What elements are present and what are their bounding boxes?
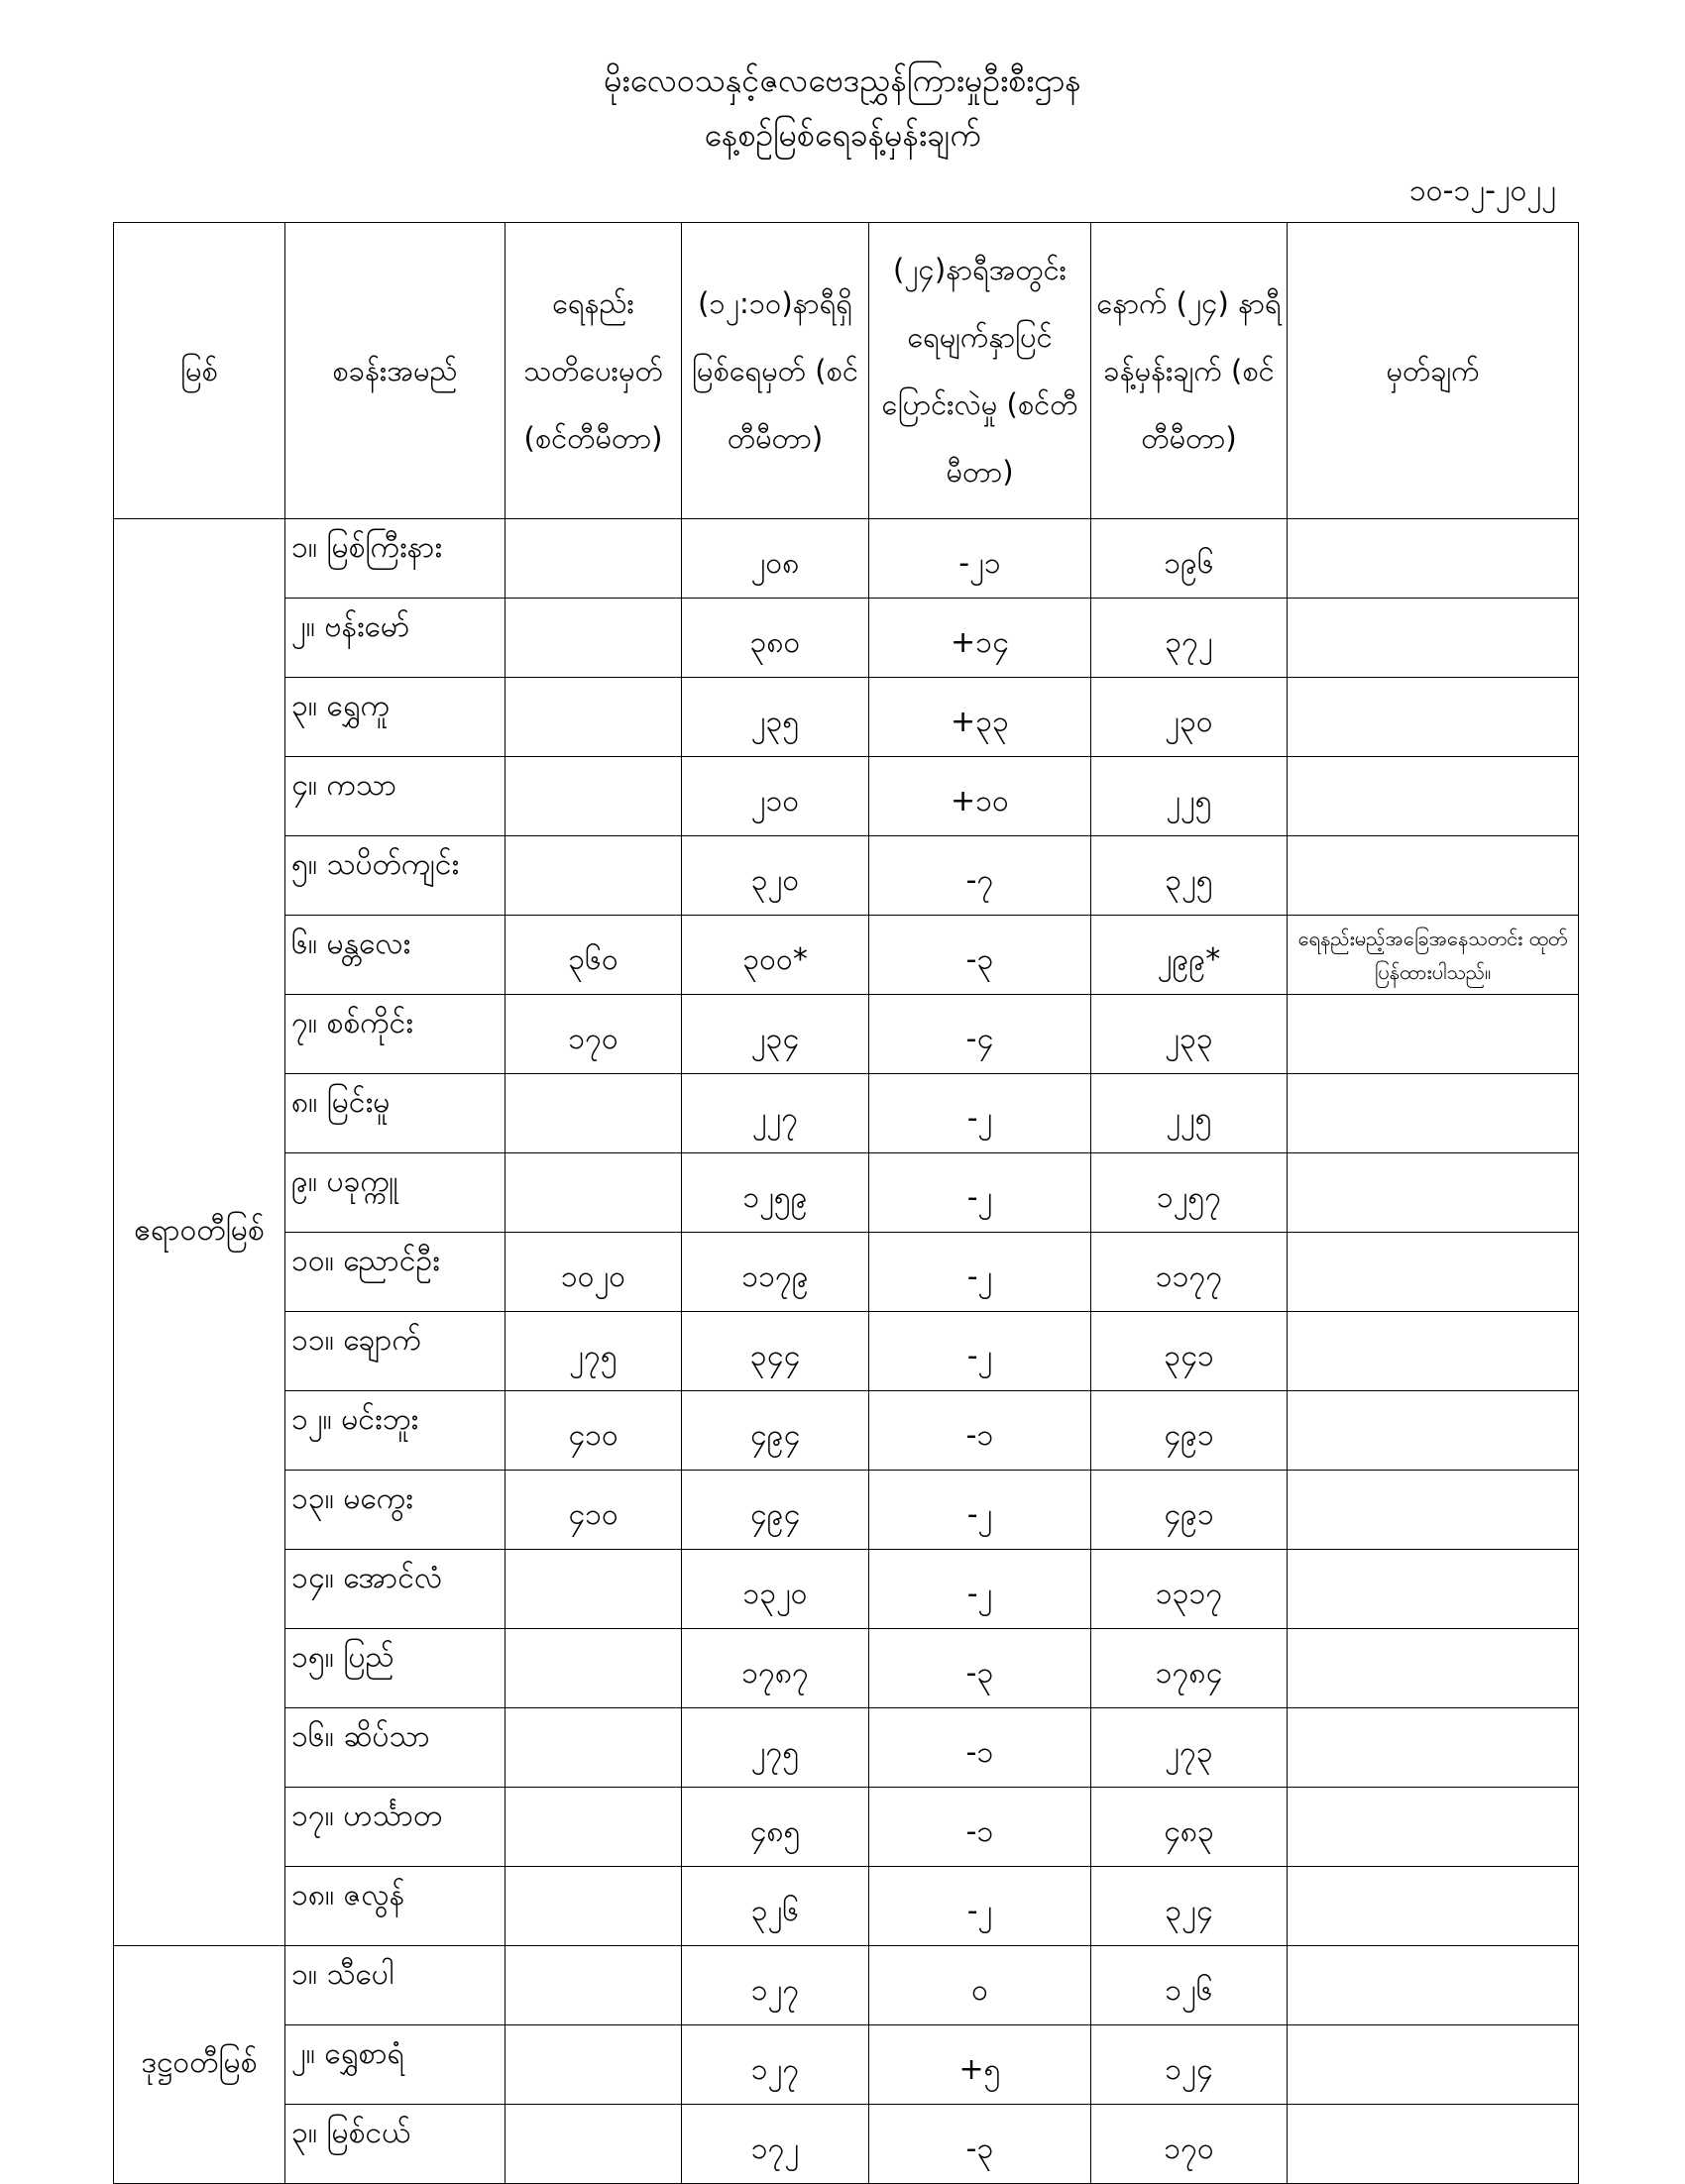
warning-level-cell: ၃၆၀ [506, 916, 682, 995]
report-date: ၁၀-၁၂-၂၀၂၂ [1408, 173, 1556, 208]
station-name-cell: ၁၂။ မင်းဘူး [285, 1391, 506, 1471]
table-row [114, 2025, 1579, 2105]
water-level-cell: ၄၉၄ [682, 1391, 869, 1471]
forecast-cell: ၁၉၆ [1091, 519, 1288, 599]
table-row [114, 916, 1579, 995]
column-header-water-level: (၁၂:၁၀)နာရီရှိ မြစ်ရေမှတ် (စင်တီမီတာ) [682, 223, 869, 519]
warning-level-cell [506, 2025, 682, 2105]
table-row [114, 1946, 1579, 2025]
water-level-cell: ၃၈၀ [682, 599, 869, 678]
level-change-cell: -၇ [869, 836, 1091, 916]
water-level-cell: ၁၃၂၀ [682, 1550, 869, 1629]
level-change-cell: -၁ [869, 1391, 1091, 1471]
warning-level-cell: ၄၁၀ [506, 1471, 682, 1550]
table-row [114, 678, 1579, 757]
water-level-cell: ၁၂၅၉ [682, 1153, 869, 1233]
forecast-cell: ၂၂၅ [1091, 757, 1288, 836]
station-name-cell: ၁၃။ မကွေး [285, 1471, 506, 1550]
station-name-cell: ၁၈။ ဇလွန် [285, 1867, 506, 1946]
level-change-cell: -၁ [869, 1708, 1091, 1788]
river-name-cell: ဒုဋ္ဌဝတီမြစ် [114, 1946, 285, 2184]
page-title: မိုးလေဝသနှင့်ဇလဗေဒညွှန်ကြားမှုဦးစီးဌာန [604, 61, 1081, 99]
warning-level-cell [506, 519, 682, 599]
remark-cell [1288, 599, 1579, 678]
remark-cell: ရေနည်းမည့်အခြေအနေသတင်း ထုတ်ပြန်ထားပါသည်။ [1288, 916, 1579, 995]
level-change-cell: +၁၀ [869, 757, 1091, 836]
forecast-cell: ၄၉၁ [1091, 1391, 1288, 1471]
level-change-cell: +၁၄ [869, 599, 1091, 678]
forecast-cell: ၂၃၀ [1091, 678, 1288, 757]
table-row [114, 2105, 1579, 2184]
table-row [114, 1788, 1579, 1867]
remark-cell [1288, 1153, 1579, 1233]
water-level-cell: ၃၄၄ [682, 1312, 869, 1391]
table-row [114, 995, 1579, 1074]
water-level-cell: ၁၇၈၇ [682, 1629, 869, 1708]
river-forecast-table [113, 222, 1579, 2184]
page-subtitle: နေ့စဉ်မြစ်ရေခန့်မှန်းချက် [704, 116, 981, 154]
table-row [114, 599, 1579, 678]
forecast-cell: ၂၂၅ [1091, 1074, 1288, 1153]
warning-level-cell [506, 1788, 682, 1867]
water-level-cell: ၃၂၆ [682, 1867, 869, 1946]
remark-cell [1288, 1312, 1579, 1391]
forecast-cell: ၃၂၄ [1091, 1867, 1288, 1946]
forecast-cell: ၂၇၃ [1091, 1708, 1288, 1788]
column-header-forecast: နောက် (၂၄) နာရီ ခန့်မှန်းချက် (စင်တီမီတာ) [1091, 223, 1288, 519]
station-name-cell: ၂။ ရွှေစာရံ [285, 2025, 506, 2105]
remark-cell [1288, 836, 1579, 916]
forecast-cell: ၁၂၆ [1091, 1946, 1288, 2025]
warning-level-cell [506, 1708, 682, 1788]
remark-cell [1288, 1788, 1579, 1867]
remark-cell [1288, 1550, 1579, 1629]
water-level-cell: ၃၂၀ [682, 836, 869, 916]
water-level-cell: ၁၂၇ [682, 1946, 869, 2025]
remark-cell [1288, 1391, 1579, 1471]
warning-level-cell [506, 2105, 682, 2184]
warning-level-cell: ၁၀၂၀ [506, 1233, 682, 1312]
water-level-cell: ၄၈၅ [682, 1788, 869, 1867]
table-row [114, 1708, 1579, 1788]
level-change-cell: -၃ [869, 2105, 1091, 2184]
remark-cell [1288, 1233, 1579, 1312]
level-change-cell: -၂ [869, 1312, 1091, 1391]
level-change-cell: -၃ [869, 916, 1091, 995]
remark-cell [1288, 1074, 1579, 1153]
remark-cell [1288, 1708, 1579, 1788]
warning-level-cell [506, 599, 682, 678]
remark-cell [1288, 1629, 1579, 1708]
station-name-cell: ၇။ စစ်ကိုင်း [285, 995, 506, 1074]
forecast-cell: ၃၂၅ [1091, 836, 1288, 916]
station-name-cell: ၃။ ရွှေကူ [285, 678, 506, 757]
station-name-cell: ၁၅။ ပြည် [285, 1629, 506, 1708]
water-level-cell: ၁၂၇ [682, 2025, 869, 2105]
level-change-cell: -၂ [869, 1153, 1091, 1233]
remark-cell [1288, 1471, 1579, 1550]
water-level-cell: ၂၁၀ [682, 757, 869, 836]
warning-level-cell [506, 836, 682, 916]
station-name-cell: ၆။ မန္တလေး [285, 916, 506, 995]
table-row [114, 757, 1579, 836]
water-level-cell: ၂၃၄ [682, 995, 869, 1074]
remark-cell [1288, 1946, 1579, 2025]
remark-cell [1288, 995, 1579, 1074]
level-change-cell: -၃ [869, 1629, 1091, 1708]
remark-cell [1288, 2105, 1579, 2184]
table-row [114, 1471, 1579, 1550]
station-name-cell: ၅။ သပိတ်ကျင်း [285, 836, 506, 916]
remark-cell [1288, 678, 1579, 757]
warning-level-cell [506, 1153, 682, 1233]
water-level-cell: ၂၀၈ [682, 519, 869, 599]
forecast-cell: ၁၇၈၄ [1091, 1629, 1288, 1708]
forecast-cell: ၁၂၅၇ [1091, 1153, 1288, 1233]
table-row [114, 1074, 1579, 1153]
station-name-cell: ၃။ မြစ်ငယ် [285, 2105, 506, 2184]
table-row [114, 1153, 1579, 1233]
forecast-cell: ၁၂၄ [1091, 2025, 1288, 2105]
water-level-cell: ၁၇၂ [682, 2105, 869, 2184]
level-change-cell: -၂ [869, 1867, 1091, 1946]
station-name-cell: ၁၇။ ဟင်္သာတ [285, 1788, 506, 1867]
forecast-cell: ၁၁၇၇ [1091, 1233, 1288, 1312]
forecast-cell: ၁၇၀ [1091, 2105, 1288, 2184]
water-level-cell: ၂၂၇ [682, 1074, 869, 1153]
station-name-cell: ၂။ ဗန်းမော် [285, 599, 506, 678]
station-name-cell: ၁၀။ ညောင်ဦး [285, 1233, 506, 1312]
warning-level-cell [506, 1550, 682, 1629]
station-name-cell: ၉။ ပခုက္ကူ [285, 1153, 506, 1233]
header-row [114, 223, 1579, 519]
remark-cell [1288, 1867, 1579, 1946]
column-header-station: စခန်းအမည် [285, 223, 506, 519]
level-change-cell: -၂ [869, 1471, 1091, 1550]
table-row [114, 519, 1579, 599]
station-name-cell: ၁၄။ အောင်လံ [285, 1550, 506, 1629]
table-row [114, 1233, 1579, 1312]
remark-cell [1288, 2025, 1579, 2105]
warning-level-cell [506, 1867, 682, 1946]
station-name-cell: ၁။ မြစ်ကြီးနား [285, 519, 506, 599]
station-name-cell: ၁။ သီပေါ [285, 1946, 506, 2025]
table-row [114, 836, 1579, 916]
level-change-cell: +၅ [869, 2025, 1091, 2105]
level-change-cell: +၃၃ [869, 678, 1091, 757]
table-row [114, 1550, 1579, 1629]
water-level-cell: ၂၇၅ [682, 1708, 869, 1788]
forecast-cell: ၄၈၃ [1091, 1788, 1288, 1867]
warning-level-cell: ၄၁၀ [506, 1391, 682, 1471]
level-change-cell: -၂ [869, 1550, 1091, 1629]
level-change-cell: -၁ [869, 1788, 1091, 1867]
water-level-cell: ၁၁၇၉ [682, 1233, 869, 1312]
table-row [114, 1629, 1579, 1708]
level-change-cell: -၂၁ [869, 519, 1091, 599]
column-header-change: (၂၄)နာရီအတွင်း ရေမျက်နှာပြင် ပြောင်းလဲမှု (စင်တီမီတာ) [869, 223, 1091, 519]
warning-level-cell: ၁၇၀ [506, 995, 682, 1074]
forecast-cell: ၄၉၁ [1091, 1471, 1288, 1550]
column-header-warning-level: ရေနည်း သတိပေးမှတ် (စင်တီမီတာ) [506, 223, 682, 519]
station-name-cell: ၁၆။ ဆိပ်သာ [285, 1708, 506, 1788]
warning-level-cell [506, 678, 682, 757]
column-header-river: မြစ် [114, 223, 285, 519]
forecast-cell: ၃၇၂ [1091, 599, 1288, 678]
table-row [114, 1867, 1579, 1946]
remark-cell [1288, 519, 1579, 599]
remark-cell [1288, 757, 1579, 836]
water-level-cell: ၄၉၄ [682, 1471, 869, 1550]
forecast-cell: ၁၃၁၇ [1091, 1550, 1288, 1629]
station-name-cell: ၄။ ကသာ [285, 757, 506, 836]
level-change-cell: -၄ [869, 995, 1091, 1074]
warning-level-cell [506, 1629, 682, 1708]
warning-level-cell [506, 757, 682, 836]
warning-level-cell [506, 1946, 682, 2025]
forecast-cell: ၂၉၉* [1091, 916, 1288, 995]
level-change-cell: ၀ [869, 1946, 1091, 2025]
station-name-cell: ၈။ မြင်းမူ [285, 1074, 506, 1153]
water-level-cell: ၃၀၀* [682, 916, 869, 995]
column-header-remark: မှတ်ချက် [1288, 223, 1579, 519]
level-change-cell: -၂ [869, 1074, 1091, 1153]
table-row [114, 1312, 1579, 1391]
level-change-cell: -၂ [869, 1233, 1091, 1312]
warning-level-cell [506, 1074, 682, 1153]
table-row [114, 1391, 1579, 1471]
forecast-cell: ၂၃၃ [1091, 995, 1288, 1074]
warning-level-cell: ၂၇၅ [506, 1312, 682, 1391]
station-name-cell: ၁၁။ ချောက် [285, 1312, 506, 1391]
river-name-cell: ဧရာဝတီမြစ် [114, 519, 285, 1946]
forecast-cell: ၃၄၁ [1091, 1312, 1288, 1391]
water-level-cell: ၂၃၅ [682, 678, 869, 757]
